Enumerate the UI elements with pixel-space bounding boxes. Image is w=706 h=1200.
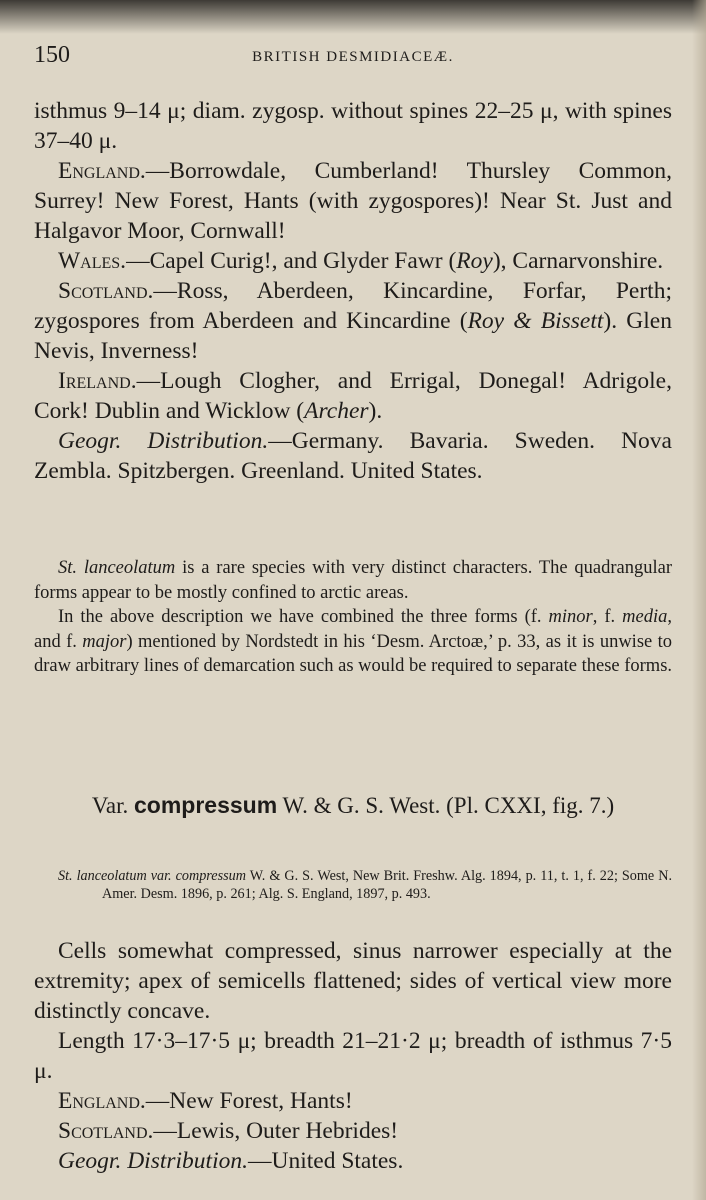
species-notes <box>34 556 672 679</box>
variety-measurements: Length 17·3–17·5 μ; breadth 21–21·2 μ; breadth of isthmus 7·5 μ. <box>34 1028 672 1084</box>
england-label: England. <box>58 158 146 184</box>
variety-scotland-label: Scotland. <box>58 1118 154 1144</box>
note-2-text-a: In the above description we have combined the three forms (f. <box>58 607 549 627</box>
note-species-name: St. lanceolatum <box>58 558 176 578</box>
wales-label: Wales. <box>58 248 127 274</box>
note-paragraph-2 <box>34 605 672 679</box>
wales-text: —Capel Curig!, and Glyder Fawr ( <box>126 248 457 274</box>
form-major: major <box>82 631 127 652</box>
variety-distribution-text: —United States. <box>247 1148 404 1174</box>
ireland-text-end: ). <box>368 398 383 424</box>
variety-name: compressum <box>134 792 278 818</box>
form-minor: minor <box>548 607 593 627</box>
distribution-entry <box>34 426 672 486</box>
wales-collector: Roy <box>456 248 493 274</box>
page-edge-shadow <box>692 0 706 1200</box>
wales-entry <box>34 246 672 276</box>
variety-scotland-entry <box>34 1116 672 1146</box>
variety-england-label: England. <box>58 1088 146 1114</box>
scotland-text: —Ross, Aberdeen, Kincardine, Forfar, Perth; zygospores from Aberdeen and Kincardine ( <box>34 278 672 334</box>
synonym-citation <box>58 868 672 903</box>
variety-synonymy <box>58 868 672 903</box>
scotland-collectors: Roy & Bissett <box>467 308 604 334</box>
variety-authority: W. & G. S. West. (Pl. CXXI, fig. 7.) <box>277 793 615 818</box>
ireland-entry <box>34 366 672 426</box>
page-number: 150 <box>34 42 70 68</box>
variety-distribution-entry <box>34 1146 672 1176</box>
variety-england-entry <box>34 1086 672 1116</box>
note-2-text-b: , f. <box>592 607 623 627</box>
page-header <box>34 42 672 72</box>
distribution-text: —Germany. Bavaria. Sweden. Nova Zembla. Spitzbergen. Greenland. United States. <box>34 428 672 484</box>
wales-text-end: ), Carnarvonshire. <box>492 248 664 274</box>
england-entry <box>34 156 672 246</box>
variety-heading <box>60 790 646 821</box>
ireland-text: —Lough Clogher, and Errigal, Donegal! Adrigole, Cork! Dublin and Wicklow ( <box>34 368 672 424</box>
variety-distribution-label: Geogr. Distribution. <box>58 1148 248 1174</box>
ireland-collector: Archer <box>304 398 369 424</box>
note-paragraph-1 <box>34 556 672 605</box>
england-text: —Borrowdale, Cumberland! Thursley Common, Surrey! New Forest, Hants (with zygospores)! Near St. Just and Halgavor Moor, Cornwall! <box>34 158 672 244</box>
variety-description <box>34 936 672 1176</box>
synonym-references: W. & G. S. West, New Brit. Freshw. Alg. 1894, p. 11, t. 1, f. 22; Some N. Amer. Desm. 1896, p. 261; Alg. S. England, 1897, p. 493. <box>102 868 672 902</box>
ireland-label: Ireland. <box>58 368 137 394</box>
variety-england-text: —New Forest, Hants! <box>145 1088 353 1114</box>
species-localities <box>34 96 672 486</box>
variety-description-text: Cells somewhat compressed, sinus narrower especially at the extremity; apex of semicells flattened; sides of vertical view more distinctly concave. <box>34 938 672 1024</box>
note-2-text-d: ) mentioned by Nordstedt in his ‘Desm. Arctoæ,’ p. 33, as it is unwise to draw arbitrary lines of demarcation such as would be required to separate these forms. <box>34 631 673 676</box>
form-media: media <box>622 607 668 627</box>
running-head: BRITISH DESMIDIACEÆ. <box>252 49 454 65</box>
measurements-text: isthmus 9–14 μ; diam. zygosp. without spines 22–25 μ, with spines 37–40 μ. <box>34 98 672 154</box>
variety-prefix: Var. <box>91 793 134 818</box>
scotland-text-end: ). Glen Nevis, Inverness! <box>34 308 672 364</box>
scotland-entry <box>34 276 672 366</box>
variety-scotland-text: —Lewis, Outer Hebrides! <box>153 1118 399 1144</box>
synonym-name: St. lanceolatum var. compressum <box>58 868 246 884</box>
note-2-text-c: , and f. <box>34 607 672 652</box>
note-1-text: is a rare species with very distinct characters. The quadrangular forms appear to be mostly confined to arctic areas. <box>34 558 673 603</box>
distribution-label: Geogr. Distribution. <box>58 428 269 454</box>
page-top-shadow <box>0 0 706 34</box>
scotland-label: Scotland. <box>58 278 154 304</box>
